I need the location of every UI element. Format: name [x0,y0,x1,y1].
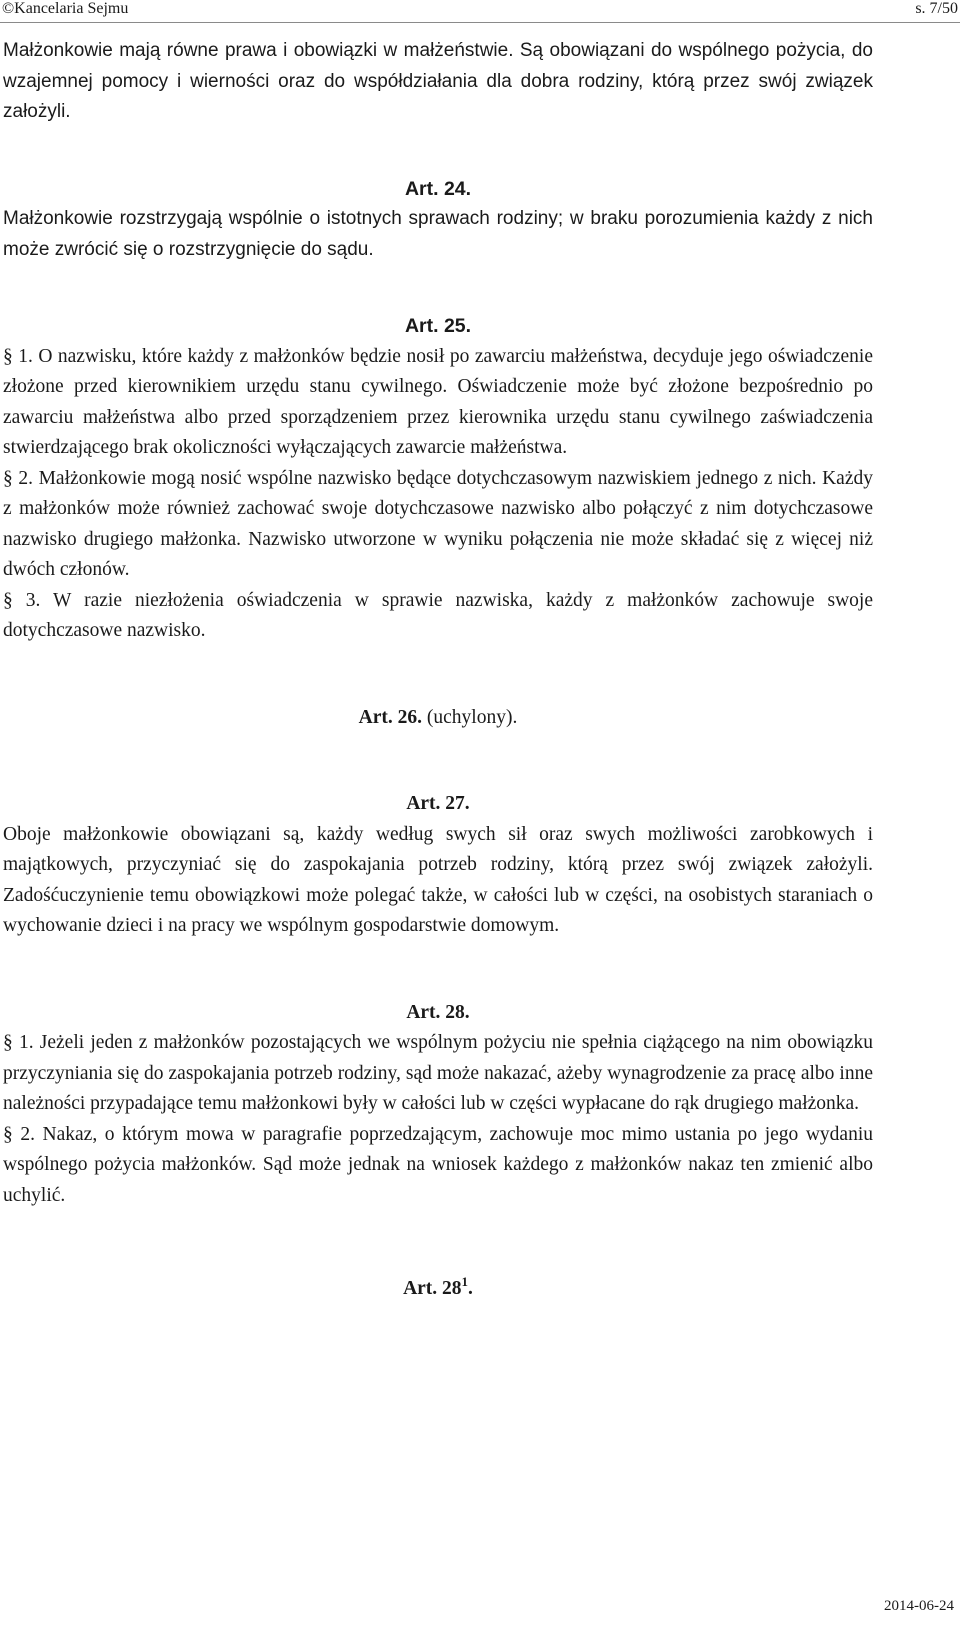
article-26-title [3,703,873,734]
page-footer-date: 2014-06-24 [884,1598,954,1614]
section-text: O nazwisku, które każdy z małżonków będzie nosił po zawarciu małżeństwa, decyduje jego oświadczenie złożone przed kierownikiem urzędu stanu cywilnego. Oświadczenie może być złożone bezpośrednio po zawarciu małżeństwa albo przed sporządzeniem przez kierownika urzędu stanu cywilnego zaświadczenia stwierdzającego brak okoliczności wyłączających zawarcie małżeństwa. [3,345,874,458]
article-25-section-1 [3,342,873,464]
article-24-title: Art. 24. [404,177,472,200]
article-28-1-title [3,1267,873,1305]
article-28-section-1 [3,1028,873,1120]
article-28-1-suffix: . [468,1278,473,1299]
article-28-1-label: Art. 28 [403,1278,462,1299]
article-26-note: (uchylony). [426,706,518,728]
page-header [0,0,960,23]
article-25-section-2 [3,464,873,586]
section-text: W razie niezłożenia oświadczenia w sprawie nazwiska, każdy z małżonków zachowuje swoje dotychczasowe nazwisko. [3,589,874,641]
article-24-text: Małżonkowie rozstrzygają wspólnie o istotnych sprawach rodziny; w braku porozumienia każdy z nich może zwrócić się o rozstrzygnięcie do sądu. [3,208,873,260]
section-number: § 2. [3,1123,35,1145]
article-26-label: Art. 26. [358,706,423,728]
section-number: § 1. [3,345,33,367]
article-28-1-superscript: 1 [461,1274,469,1289]
article-25-title: Art. 25. [404,315,472,337]
article-25-section-3 [3,586,873,647]
document-body [3,36,873,1305]
section-number: § 3. [3,589,41,611]
copyright-label: ©Kancelaria Sejmu [2,0,129,17]
page-number: s. 7/50 [915,0,958,17]
article-28-title: Art. 28. [406,1001,470,1023]
section-text: Nakaz, o którym mowa w paragrafie poprzedzającym, zachowuje moc mimo ustania po jego wydaniu wspólnego pożycia małżonków. Sąd może jednak na wniosek każdego z małżonków nakaz ten zmienić albo uchylić. [3,1123,874,1206]
article-27-title: Art. 27. [406,793,470,814]
section-text: Małżonkowie mogą nosić wspólne nazwisko będące dotychczasowym nazwiskiem jednego z nich. Każdy z małżonków może również zachować swoje dotychczasowe nazwisko albo połączyć z nim dotychczasowe nazwisko drugiego małżonka. Nazwisko utworzone w wyniku połączenia nie może składać się z więcej niż dwóch członów. [3,467,873,580]
section-number: § 1. [3,1032,34,1053]
article-28-section-2 [3,1120,873,1212]
section-number: § 2. [3,467,33,489]
intro-paragraph: Małżonkowie mają równe prawa i obowiązki w małżeństwie. Są obowiązani do wspólnego pożycia, do wzajemnej pomocy i wierności oraz do współdziałania dla dobra rodziny, którą przez swój związek założyli. [3,40,873,122]
section-text: Jeżeli jeden z małżonków pozostających we wspólnym pożyciu nie spełnia ciążącego na nim obowiązku przyczyniania się do zaspokajania potrzeb rodziny, sąd może nakazać, ażeby wynagrodzenie za pracę albo inne należności przypadające temu małżonkowi były w całości lub w części wypłacane do rąk drugiego małżonka. [3,1032,873,1114]
article-27-text: Oboje małżonkowie obowiązani są, każdy według swych sił oraz swych możliwości zarobkowych i majątkowych, przyczyniać się do zaspokajania potrzeb rodziny, którą przez swój związek założyli. Zadośćuczynienie temu obowiązkowi może polegać także, w całości lub w części, na osobistych staraniach o wychowanie dzieci i na pracy we wspólnym gospodarstwie domowym. [3,823,873,936]
